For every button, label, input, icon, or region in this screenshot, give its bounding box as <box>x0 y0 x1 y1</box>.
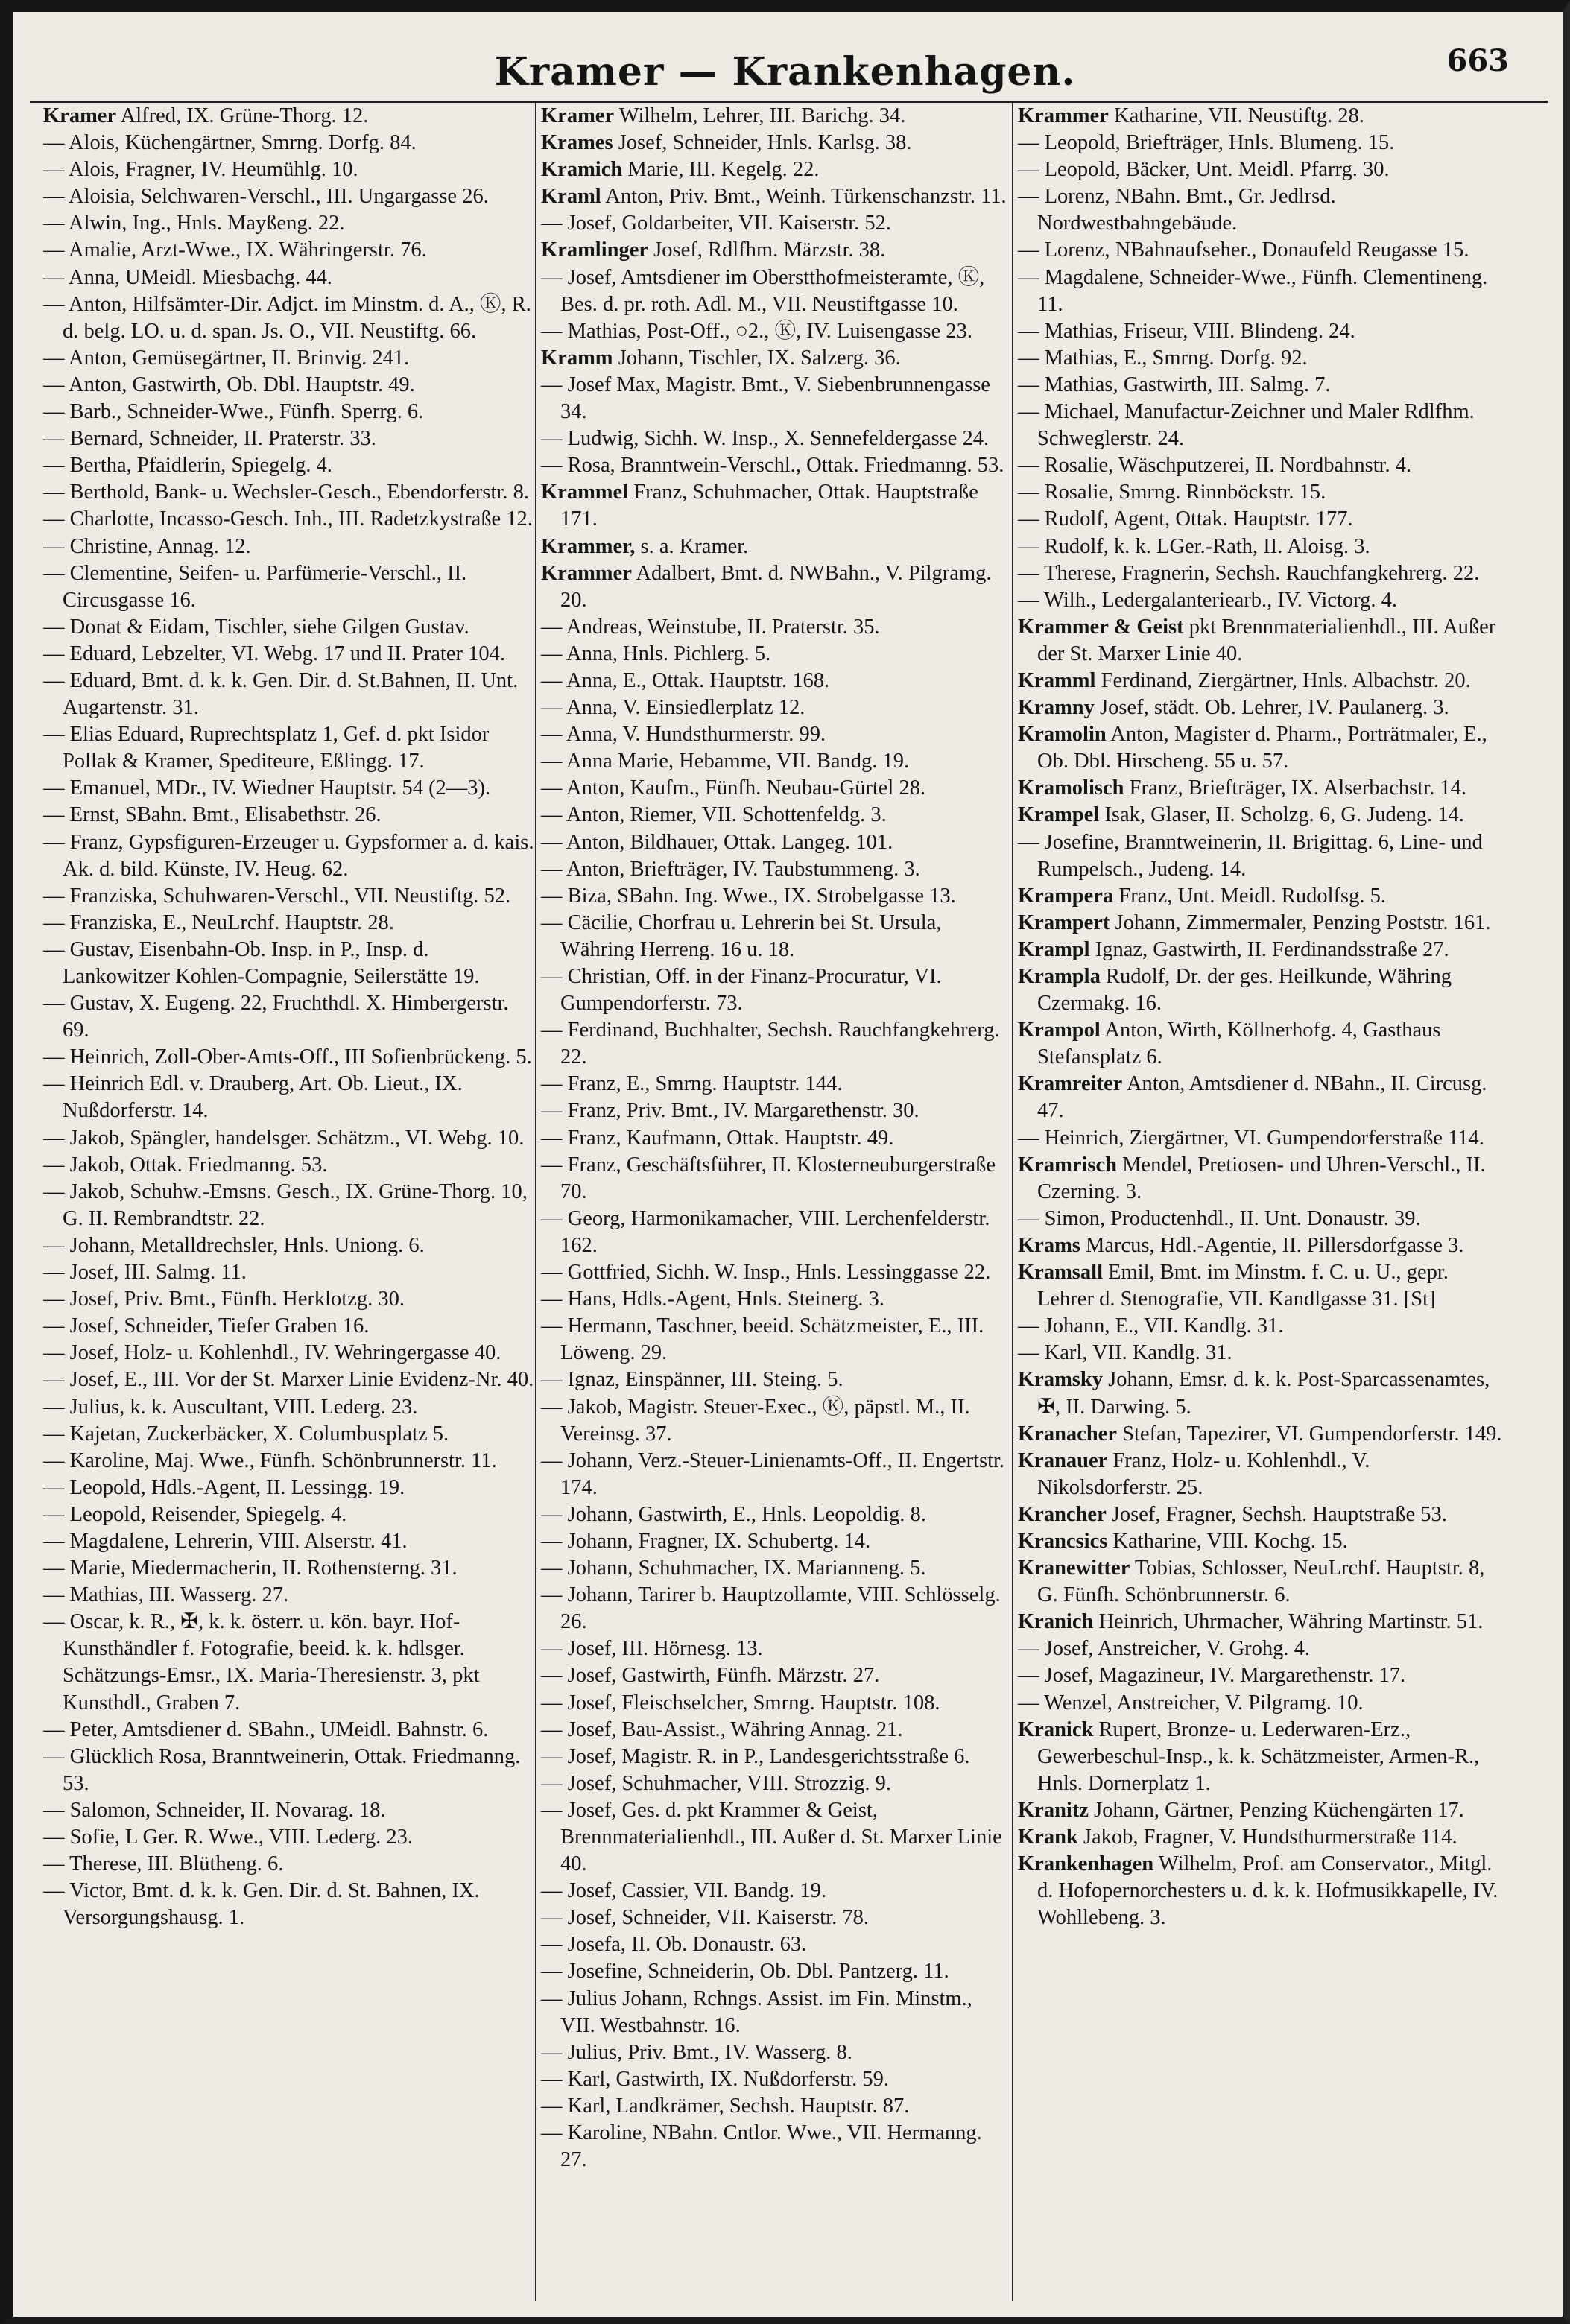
entry-headword: Kramlinger <box>541 238 649 262</box>
directory-entry: Kramml Ferdinand, Ziergärtner, Hnls. Albachstr. 20. <box>1018 668 1471 692</box>
entry-headword: Kramsky <box>1018 1368 1103 1392</box>
directory-entry: — Jakob, Spängler, handelsger. Schätzm., VI. Webg. 10. <box>43 1126 525 1150</box>
directory-entry: Kranauer Franz, Holz- u. Kohlenhdl., V. Nikolsdorferstr. 25. <box>1018 1448 1370 1499</box>
directory-entry: Krammel Franz, Schuhmacher, Ottak. Hauptstraße 171. <box>541 481 978 531</box>
directory-entry: — Anna, Hnls. Pichlerg. 5. <box>541 642 771 665</box>
directory-entry: — Anna, V. Einsiedlerplatz 12. <box>541 696 805 720</box>
directory-entry: — Anna, V. Hundsthurmerstr. 99. <box>541 723 826 747</box>
directory-entry: — Johann, Gastwirth, E., Hnls. Leopoldig. 8. <box>541 1502 926 1526</box>
directory-entry: — Mathias, Gastwirth, III. Salmg. 7. <box>1018 373 1331 396</box>
directory-entry: — Josef, Cassier, VII. Bandg. 19. <box>541 1879 827 1903</box>
directory-entry: — Anton, Bildhauer, Ottak. Langeg. 101. <box>541 830 893 854</box>
directory-entry: Kraml Anton, Priv. Bmt., Weinh. Türkenschanzstr. 11. <box>541 185 1007 209</box>
directory-entry: — Rudolf, k. k. LGer.-Rath, II. Aloisg. 3. <box>1018 534 1370 558</box>
directory-entry: Krank Jakob, Fragner, V. Hundsthurmerstraße 114. <box>1018 1826 1457 1849</box>
directory-entry: Kranick Rupert, Bronze- u. Lederwaren-Erz., Gewerbeschul-Insp., k. k. Schätzmeister, Armen-R., Hnls. Dornerplatz 1. <box>1018 1717 1480 1795</box>
directory-entry: — Anton, Riemer, VII. Schottenfeldg. 3. <box>541 803 887 827</box>
directory-entry: — Alwin, Ing., Hnls. Mayßeng. 22. <box>43 212 345 235</box>
directory-entry: Kramlinger Josef, Rdlfhm. Märzstr. 38. <box>541 238 886 262</box>
directory-entry: — Ignaz, Einspänner, III. Steing. 5. <box>541 1368 843 1392</box>
directory-entry: — Josef, E., III. Vor der St. Marxer Linie Evidenz-Nr. 40. <box>43 1368 534 1392</box>
directory-entry: Krams Marcus, Hdl.-Agentie, II. Pillersdorfgasse 3. <box>1018 1233 1464 1257</box>
entry-headword: Krampl <box>1018 937 1090 961</box>
directory-entry: — Donat & Eidam, Tischler, siehe Gilgen Gustav. <box>43 615 469 639</box>
entry-headword: Krampel <box>1018 803 1100 827</box>
directory-entry: — Jakob, Ottak. Friedmanng. 53. <box>43 1153 328 1177</box>
directory-entry: — Barb., Schneider-Wwe., Fünfh. Sperrg. 6. <box>43 400 424 424</box>
entry-headword: Kranick <box>1018 1717 1094 1741</box>
entry-headword: Krammel <box>541 481 629 504</box>
directory-entry: — Johann, Verz.-Steuer-Linienamts-Off., II. Engertstr. 174. <box>541 1448 1005 1499</box>
directory-entry: — Josef, Schneider, Tiefer Graben 16. <box>43 1314 370 1338</box>
entry-headword: Krammer & Geist <box>1018 615 1184 639</box>
directory-entry: Kramreiter Anton, Amtsdiener d. NBahn., II. Circusg. 47. <box>1018 1072 1487 1123</box>
directory-entry: — Bernard, Schneider, II. Praterstr. 33. <box>43 427 376 451</box>
directory-entry: — Therese, III. Blütheng. 6. <box>43 1852 284 1876</box>
directory-entry: — Franz, Kaufmann, Ottak. Hauptstr. 49. <box>541 1126 894 1150</box>
directory-entry: — Eduard, Bmt. d. k. k. Gen. Dir. d. St.Bahnen, II. Unt. Augartenstr. 31. <box>43 668 519 720</box>
directory-entry: — Wilh., Ledergalanteriearb., IV. Victorg. 4. <box>1018 588 1397 612</box>
directory-entry: Kranacher Stefan, Tapezirer, VI. Gumpendorferstr. 149. <box>1018 1422 1502 1446</box>
directory-entry: Krankenhagen Wilhelm, Prof. am Conservator., Mitgl. d. Hofopernorchesters u. d. k. k. Hofmusikkapelle, IV. Wohllebeng. 3. <box>1018 1852 1498 1930</box>
directory-entry: Kranich Heinrich, Uhrmacher, Währing Martinstr. 51. <box>1018 1610 1484 1634</box>
entry-headword: Kramrisch <box>1018 1153 1117 1177</box>
entry-headword: Krampla <box>1018 965 1101 988</box>
directory-entry: — Elias Eduard, Ruprechtsplatz 1, Gef. d. pkt Isidor Pollak & Kramer, Spediteure, Eßlingg. 17. <box>43 723 490 773</box>
directory-entry: — Bertha, Pfaidlerin, Spiegelg. 4. <box>43 454 332 478</box>
directory-entry: — Sofie, L Ger. R. Wwe., VIII. Lederg. 23. <box>43 1826 414 1849</box>
directory-entry: — Josef, Goldarbeiter, VII. Kaiserstr. 52. <box>541 212 892 235</box>
directory-entry: Kramer Wilhelm, Lehrer, III. Barichg. 34. <box>541 104 906 127</box>
directory-entry: — Josef Max, Magistr. Bmt., V. Siebenbrunnengasse 34. <box>541 373 990 424</box>
directory-entry: — Josef, Magistr. R. in P., Landesgerichtsstraße 6. <box>541 1744 970 1768</box>
directory-entry: Kranitz Johann, Gärtner, Penzing Küchengärten 17. <box>1018 1798 1464 1822</box>
entry-headword: Kramny <box>1018 696 1095 720</box>
directory-entry: — Mathias, E., Smrng. Dorfg. 92. <box>1018 346 1308 370</box>
directory-entry: — Karl, VII. Kandlg. 31. <box>1018 1341 1232 1365</box>
directory-entry: — Johann, Schuhmacher, IX. Marianneng. 5. <box>541 1557 926 1580</box>
directory-entry: — Gottfried, Sichh. W. Insp., Hnls. Lessinggasse 22. <box>541 1261 991 1285</box>
directory-entry: Krampol Anton, Wirth, Köllnerhofg. 4, Gasthaus Stefansplatz 6. <box>1018 1019 1441 1069</box>
directory-entry: — Victor, Bmt. d. k. k. Gen. Dir. d. St. Bahnen, IX. Versorgungshausg. 1. <box>43 1879 480 1930</box>
directory-entry: — Franziska, E., NeuLrchf. Hauptstr. 28. <box>43 911 394 934</box>
entry-headword: Krammer <box>541 561 632 585</box>
entry-headword: Krampera <box>1018 884 1114 908</box>
directory-entry: — Oscar, k. R., ✠, k. k. österr. u. kön. bayr. Hof-Kunsthändler f. Fotografie, beeid. k. k. hdlsger. Schätzungs-Emsr., IX. Maria-Theresienstr. 3, pkt Kunsthdl., Graben 7. <box>43 1610 480 1714</box>
directory-entry: — Rosalie, Smrng. Rinnböckstr. 15. <box>1018 481 1326 504</box>
directory-entry: — Anna, E., Ottak. Hauptstr. 168. <box>541 668 830 692</box>
directory-entry: — Magdalene, Lehrerin, VIII. Alserstr. 41. <box>43 1529 408 1553</box>
entry-headword: Kranitz <box>1018 1798 1089 1822</box>
directory-entry: — Cäcilie, Chorfrau u. Lehrerin bei St. Ursula, Währing Herreng. 16 u. 18. <box>541 911 942 961</box>
directory-entry: Krames Josef, Schneider, Hnls. Karlsg. 38. <box>541 131 912 155</box>
directory-entry: Kramolisch Franz, Briefträger, IX. Alserbachstr. 14. <box>1018 776 1466 800</box>
directory-entry: — Lorenz, NBahn. Bmt., Gr. Jedlrsd. Nordwestbahngebäude. <box>1018 185 1336 235</box>
directory-entry: — Rudolf, Agent, Ottak. Hauptstr. 177. <box>1018 507 1353 531</box>
directory-entry: — Leopold, Briefträger, Hnls. Blumeng. 15. <box>1018 131 1395 155</box>
directory-entry: Kramny Josef, städt. Ob. Lehrer, IV. Paulanerg. 3. <box>1018 696 1449 720</box>
directory-entry: — Franz, Gypsfiguren-Erzeuger u. Gypsformer a. d. kais. Ak. d. bild. Künste, IV. Heug. 62. <box>43 830 534 881</box>
directory-entry: — Josef, Holz- u. Kohlenhdl., IV. Wehringergasse 40. <box>43 1341 501 1365</box>
entry-headword: Kramer <box>541 104 615 127</box>
entry-headword: Krancsics <box>1018 1529 1108 1553</box>
directory-entry: — Michael, Manufactur-Zeichner und Maler Rdlfhm. Schweglerstr. 24. <box>1018 400 1475 451</box>
entry-headword: Kramer <box>43 104 117 127</box>
directory-entry: — Christian, Off. in der Finanz-Procuratur, VI. Gumpendorferstr. 73. <box>541 965 942 1016</box>
directory-entry: — Mathias, III. Wasserg. 27. <box>43 1583 289 1607</box>
directory-entry: — Anton, Kaufm., Fünfh. Neubau-Gürtel 28. <box>541 776 926 800</box>
directory-entry: — Johann, Metalldrechsler, Hnls. Uniong. 6. <box>43 1233 425 1257</box>
directory-entry: — Johann, Tarirer b. Hauptzollamte, VIII. Schlösselg. 26. <box>541 1583 1001 1634</box>
directory-entry: Krampert Johann, Zimmermaler, Penzing Poststr. 161. <box>1018 911 1491 934</box>
directory-entry: Kramsky Johann, Emsr. d. k. k. Post-Sparcassenamtes, ✠, II. Darwing. 5. <box>1018 1368 1490 1419</box>
directory-entry: — Karoline, Maj. Wwe., Fünfh. Schönbrunnerstr. 11. <box>43 1448 497 1472</box>
directory-entry: — Leopold, Reisender, Spiegelg. 4. <box>43 1502 347 1526</box>
directory-entry: — Marie, Miedermacherin, II. Rothensterng. 31. <box>43 1557 458 1580</box>
directory-entry: — Berthold, Bank- u. Wechsler-Gesch., Ebendorferstr. 8. <box>43 481 529 504</box>
directory-entry: — Johann, Fragner, IX. Schubertg. 14. <box>541 1529 871 1553</box>
directory-entry: — Leopold, Hdls.-Agent, II. Lessingg. 19. <box>43 1475 405 1499</box>
directory-entry: — Gustav, Eisenbahn-Ob. Insp. in P., Insp. d. Lankowitzer Kohlen-Compagnie, Seilerstätte 19. <box>43 937 480 988</box>
column-2 <box>535 103 1012 2301</box>
entry-headword: Kranewitter <box>1018 1557 1130 1580</box>
directory-entry: — Ferdinand, Buchhalter, Sechsh. Rauchfangkehrerg. 22. <box>541 1019 1000 1069</box>
entry-headword: Kramich <box>541 158 623 182</box>
directory-entry: — Anton, Hilfsämter-Dir. Adjct. im Minstm. d. A., Ⓚ, R. d. belg. LO. u. d. span. Js. O., VII. Neustiftg. 66. <box>43 292 531 343</box>
entry-headword: Kramsall <box>1018 1261 1103 1285</box>
directory-entry: Kramsall Emil, Bmt. im Minstm. f. C. u. U., gepr. Lehrer d. Stenografie, VII. Kandlgasse 31. [St] <box>1018 1261 1449 1311</box>
directory-entry: — Rosa, Branntwein-Verschl., Ottak. Friedmanng. 53. <box>541 454 1004 478</box>
entry-headword: Krank <box>1018 1826 1078 1849</box>
directory-entry: — Biza, SBahn. Ing. Wwe., IX. Strobelgasse 13. <box>541 884 956 908</box>
directory-entry: — Hermann, Taschner, beeid. Schätzmeister, E., III. Löweng. 29. <box>541 1314 984 1365</box>
directory-entry: Krampera Franz, Unt. Meidl. Rudolfsg. 5. <box>1018 884 1386 908</box>
entry-headword: Kranauer <box>1018 1448 1108 1472</box>
directory-entry: — Clementine, Seifen- u. Parfümerie-Verschl., II. Circusgasse 16. <box>43 561 467 612</box>
directory-entry: — Heinrich Edl. v. Drauberg, Art. Ob. Lieut., IX. Nußdorferstr. 14. <box>43 1072 463 1123</box>
entry-headword: Krammer <box>1018 104 1109 127</box>
directory-entry: — Aloisia, Selchwaren-Verschl., III. Ungargasse 26. <box>43 185 489 209</box>
directory-entry: — Karoline, NBahn. Cntlor. Wwe., VII. Hermanng. 27. <box>541 2121 982 2172</box>
directory-entry: — Josefa, II. Ob. Donaustr. 63. <box>541 1933 807 1957</box>
directory-entry: Krammer Katharine, VII. Neustiftg. 28. <box>1018 104 1364 127</box>
directory-entry: — Franz, E., Smrng. Hauptstr. 144. <box>541 1072 843 1096</box>
directory-entry: — Christine, Annag. 12. <box>43 534 251 558</box>
directory-entry: — Josef, Magazineur, IV. Margarethenstr. 17. <box>1018 1664 1406 1688</box>
directory-entry: — Anton, Gemüsegärtner, II. Brinvig. 241. <box>43 346 410 370</box>
directory-entry: — Magdalene, Schneider-Wwe., Fünfh. Clementineng. 11. <box>1018 265 1488 316</box>
entry-headword: Kranacher <box>1018 1422 1117 1446</box>
column-1 <box>43 103 539 2301</box>
directory-entry: — Josefine, Branntweinerin, II. Brigittag. 6, Line- und Rumpelsch., Judeng. 14. <box>1018 830 1483 881</box>
directory-entry: — Karl, Gastwirth, IX. Nußdorferstr. 59. <box>541 2067 889 2091</box>
directory-entry: — Anton, Gastwirth, Ob. Dbl. Hauptstr. 49. <box>43 373 415 396</box>
directory-entry: Kranewitter Tobias, Schlosser, NeuLrchf. Hauptstr. 8, G. Fünfh. Schönbrunnerstr. 6. <box>1018 1557 1485 1607</box>
entry-headword: Krampert <box>1018 911 1110 934</box>
directory-entry: — Lorenz, NBahnaufseher., Donaufeld Reugasse 15. <box>1018 238 1469 262</box>
entry-headword: Kraml <box>541 185 601 209</box>
entry-headword: Krams <box>1018 1233 1080 1257</box>
directory-entry: — Jakob, Schuhw.-Emsns. Gesch., IX. Grüne-Thorg. 10, G. II. Rembrandtstr. 22. <box>43 1180 528 1230</box>
directory-entry: — Ernst, SBahn. Bmt., Elisabethstr. 26. <box>43 803 382 827</box>
directory-entry: — Alois, Küchengärtner, Smrng. Dorfg. 84. <box>43 131 417 155</box>
directory-entry: — Gustav, X. Eugeng. 22, Fruchthdl. X. Himbergerstr. 69. <box>43 992 509 1042</box>
directory-entry: — Josef, Schuhmacher, VIII. Strozzig. 9. <box>541 1771 892 1795</box>
directory-entry: — Andreas, Weinstube, II. Praterstr. 35. <box>541 615 880 639</box>
directory-entry: — Johann, E., VII. Kandlg. 31. <box>1018 1314 1284 1338</box>
directory-entry: — Franz, Priv. Bmt., IV. Margarethenstr. 30. <box>541 1099 919 1123</box>
directory-entry: Kramolin Anton, Magister d. Pharm., Porträtmaler, E., Ob. Dbl. Hirscheng. 55 u. 57. <box>1018 723 1487 773</box>
directory-entry: — Leopold, Bäcker, Unt. Meidl. Pfarrg. 30. <box>1018 158 1390 182</box>
directory-entry: — Amalie, Arzt-Wwe., IX. Währingerstr. 76. <box>43 238 427 262</box>
directory-entry: Kramich Marie, III. Kegelg. 22. <box>541 158 820 182</box>
directory-entry: — Josef, Amtsdiener im Oberstthofmeisteramte, Ⓚ, Bes. d. pr. roth. Adl. M., VII. Neustiftgasse 10. <box>541 265 985 316</box>
directory-entry: — Simon, Productenhdl., II. Unt. Donaustr. 39. <box>1018 1206 1421 1230</box>
directory-entry: — Mathias, Post-Off., ○2., Ⓚ, IV. Luisengasse 23. <box>541 319 973 343</box>
directory-entry: — Julius, k. k. Auscultant, VIII. Lederg. 23. <box>43 1395 418 1419</box>
directory-entry: Kramm Johann, Tischler, IX. Salzerg. 36. <box>541 346 901 370</box>
entry-headword: Kramolisch <box>1018 776 1124 800</box>
directory-entry: — Josef, Fleischselcher, Smrng. Hauptstr. 108. <box>541 1691 940 1714</box>
directory-entry: — Josef, Anstreicher, V. Grohg. 4. <box>1018 1637 1311 1661</box>
directory-entry: — Georg, Harmonikamacher, VIII. Lerchenfelderstr. 162. <box>541 1206 990 1257</box>
entry-headword: Krankenhagen <box>1018 1852 1154 1876</box>
directory-entry: — Karl, Landkrämer, Sechsh. Hauptstr. 87. <box>541 2094 910 2118</box>
entry-headword: Kranich <box>1018 1610 1094 1634</box>
directory-entry: — Franziska, Schuhwaren-Verschl., VII. Neustiftg. 52. <box>43 884 511 908</box>
directory-entry: — Alois, Fragner, IV. Heumühlg. 10. <box>43 158 358 182</box>
entry-headword: Krancher <box>1018 1502 1107 1526</box>
directory-entry: Kramrisch Mendel, Pretiosen- und Uhren-Verschl., II. Czerning. 3. <box>1018 1153 1486 1203</box>
directory-entry: — Josef, Bau-Assist., Währing Annag. 21. <box>541 1717 903 1741</box>
directory-entry: — Ludwig, Sichh. W. Insp., X. Sennefeldergasse 24. <box>541 427 990 451</box>
directory-entry: — Hans, Hdls.-Agent, Hnls. Steinerg. 3. <box>541 1288 884 1311</box>
directory-entry: — Josef, III. Hörnesg. 13. <box>541 1637 763 1661</box>
directory-entry: — Josef, Schneider, VII. Kaiserstr. 78. <box>541 1906 869 1930</box>
directory-entry: — Josefine, Schneiderin, Ob. Dbl. Pantzerg. 11. <box>541 1960 949 1983</box>
directory-entry: — Anna Marie, Hebamme, VII. Bandg. 19. <box>541 750 910 773</box>
directory-entry: — Emanuel, MDr., IV. Wiedner Hauptstr. 54 (2—3). <box>43 776 491 800</box>
entry-headword: Kramml <box>1018 668 1096 692</box>
entry-headword: Krames <box>541 131 613 155</box>
directory-entry: — Mathias, Friseur, VIII. Blindeng. 24. <box>1018 319 1355 343</box>
directory-entry: Krampla Rudolf, Dr. der ges. Heilkunde, Währing Czermakg. 16. <box>1018 965 1452 1016</box>
directory-entry: — Salomon, Schneider, II. Novarag. 18. <box>43 1798 386 1822</box>
directory-entry: — Josef, Gastwirth, Fünfh. Märzstr. 27. <box>541 1664 880 1688</box>
directory-entry: — Anton, Briefträger, IV. Taubstummeng. 3. <box>541 857 920 881</box>
directory-entry: — Rosalie, Wäschputzerei, II. Nordbahnstr. 4. <box>1018 454 1412 478</box>
directory-entry: — Kajetan, Zuckerbäcker, X. Columbusplatz 5. <box>43 1422 449 1446</box>
page-title: Kramer — Krankenhagen. <box>494 49 1076 95</box>
directory-entry: Kramer Alfred, IX. Grüne-Thorg. 12. <box>43 104 369 127</box>
entry-headword: Kramm <box>541 346 613 370</box>
directory-entry: — Anna, UMeidl. Miesbachg. 44. <box>43 265 332 289</box>
directory-entry: Krampel Isak, Glaser, II. Scholzg. 6, G. Judeng. 14. <box>1018 803 1464 827</box>
directory-entry: Krancher Josef, Fragner, Sechsh. Hauptstraße 53. <box>1018 1502 1447 1526</box>
directory-entry: — Julius Johann, Rchngs. Assist. im Fin. Minstm., VII. Westbahnstr. 16. <box>541 1986 972 2037</box>
directory-entry: Krammer & Geist pkt Brennmaterialienhdl., III. Außer der St. Marxer Linie 40. <box>1018 615 1496 665</box>
directory-entry: — Therese, Fragnerin, Sechsh. Rauchfangkehrerg. 22. <box>1018 561 1480 585</box>
directory-entry: Krammer, s. a. Kramer. <box>541 534 749 558</box>
entry-headword: Kramreiter <box>1018 1072 1123 1096</box>
directory-entry: — Julius, Priv. Bmt., IV. Wasserg. 8. <box>541 2040 852 2064</box>
directory-entry: — Heinrich, Zoll-Ober-Amts-Off., III Sofienbrückeng. 5. <box>43 1045 532 1069</box>
page-number: 663 <box>1446 43 1509 78</box>
directory-entry: — Eduard, Lebzelter, VI. Webg. 17 und II. Prater 104. <box>43 642 505 665</box>
column-3 <box>1012 103 1507 2301</box>
directory-entry: — Glücklich Rosa, Branntweinerin, Ottak. Friedmanng. 53. <box>43 1744 521 1795</box>
entry-headword: Krampol <box>1018 1019 1101 1042</box>
directory-entry: — Heinrich, Ziergärtner, VI. Gumpendorferstraße 114. <box>1018 1126 1484 1150</box>
entry-headword: Krammer, <box>541 534 636 558</box>
directory-entry: — Josef, Priv. Bmt., Fünfh. Herklotzg. 30. <box>43 1288 405 1311</box>
directory-entry: Krancsics Katharine, VIII. Kochg. 15. <box>1018 1529 1348 1553</box>
directory-entry: — Franz, Geschäftsführer, II. Klosterneuburgerstraße 70. <box>541 1153 996 1203</box>
directory-entry: — Wenzel, Anstreicher, V. Pilgramg. 10. <box>1018 1691 1364 1714</box>
directory-entry: — Peter, Amtsdiener d. SBahn., UMeidl. Bahnstr. 6. <box>43 1717 489 1741</box>
directory-entry: — Josef, III. Salmg. 11. <box>43 1261 247 1285</box>
directory-entry: — Josef, Ges. d. pkt Krammer & Geist, Brennmaterialienhdl., III. Außer d. St. Marxer Linie 40. <box>541 1798 1002 1876</box>
directory-entry: — Charlotte, Incasso-Gesch. Inh., III. Radetzkystraße 12. <box>43 507 533 531</box>
directory-entry: Krampl Ignaz, Gastwirth, II. Ferdinandsstraße 27. <box>1018 937 1449 961</box>
directory-entry: Krammer Adalbert, Bmt. d. NWBahn., V. Pilgramg. 20. <box>541 561 992 612</box>
entry-headword: Kramolin <box>1018 723 1107 747</box>
directory-entry: — Jakob, Magistr. Steuer-Exec., Ⓚ, päpstl. M., II. Vereinsg. 37. <box>541 1395 970 1446</box>
